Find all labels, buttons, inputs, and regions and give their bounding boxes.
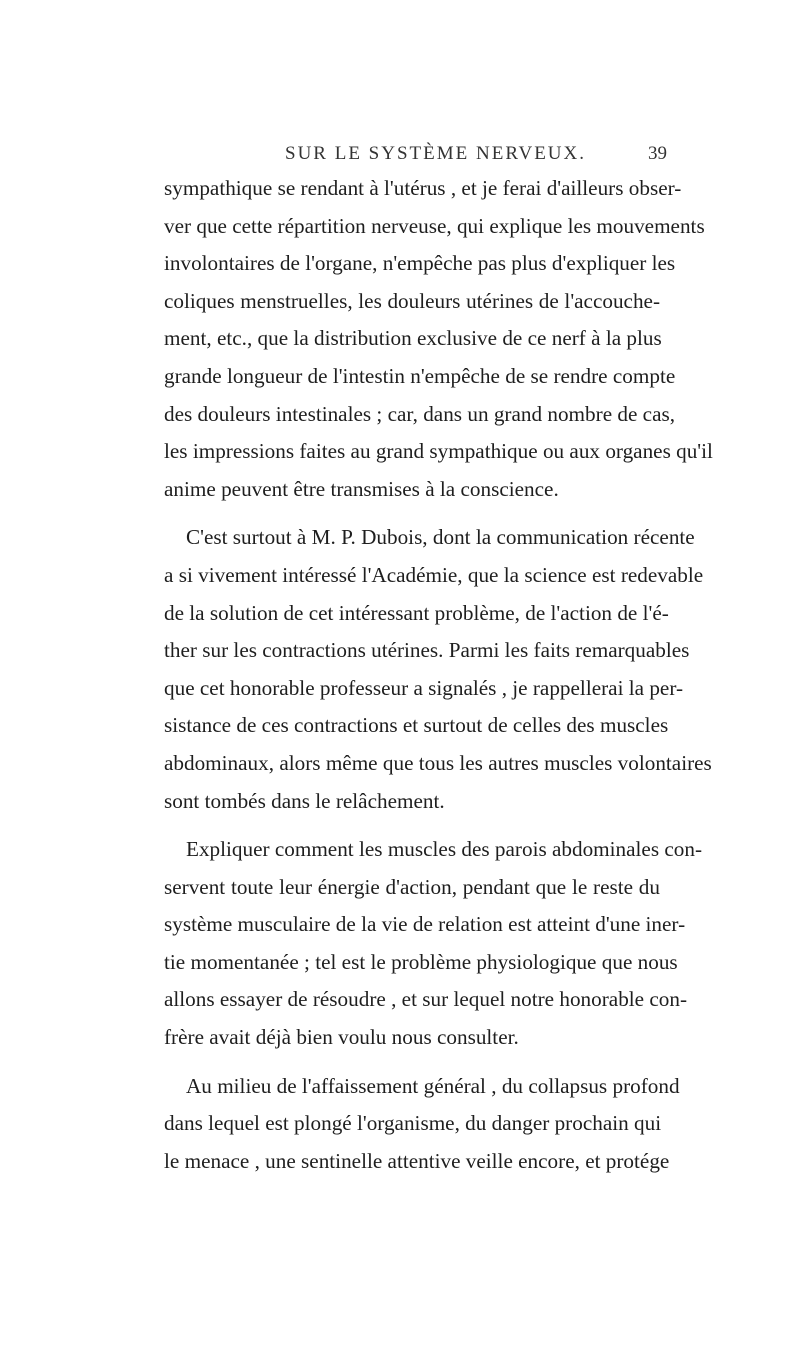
page-number: 39	[648, 143, 667, 164]
paragraph-1	[164, 170, 713, 508]
text-line: allons essayer de résoudre , et sur lequel notre honorable con-	[164, 987, 688, 1012]
paragraph-2	[164, 519, 712, 820]
text-line: involontaires de l'organe, n'empêche pas plus d'expliquer les	[164, 251, 676, 276]
text-line: sistance de ces contractions et surtout de celles des muscles	[164, 713, 669, 738]
text-line: ver que cette répartition nerveuse, qui explique les mouvements	[164, 213, 705, 238]
running-head	[0, 143, 800, 173]
paragraph-4	[164, 1068, 680, 1181]
text-line: Au milieu de l'affaissement général , du collapsus profond	[186, 1073, 680, 1098]
text-line: de la solution de cet intéressant problème, de l'action de l'é-	[164, 600, 669, 625]
text-line: que cet honorable professeur a signalés , je rappellerai la per-	[164, 675, 684, 700]
text-line: a si vivement intéressé l'Académie, que la science est redevable	[164, 562, 704, 587]
text-line: système musculaire de la vie de relation est atteint d'une iner-	[164, 912, 686, 937]
paragraph-gap	[164, 1057, 660, 1068]
text-line: sympathique se rendant à l'utérus , et je ferai d'ailleurs obser-	[164, 176, 682, 200]
text-line: C'est surtout à M. P. Dubois, dont la communication récente	[186, 525, 695, 550]
text-line: grande longueur de l'intestin n'empêche de se rendre compte	[164, 363, 676, 388]
paragraph-3	[164, 831, 703, 1057]
text-line: servent toute leur énergie d'action, pendant que le reste du	[164, 874, 660, 899]
text-line: Expliquer comment les muscles des parois abdominales con-	[186, 837, 703, 862]
text-line: ther sur les contractions utérines. Parmi les faits remarquables	[164, 638, 690, 663]
text-line: abdominaux, alors même que tous les autres muscles volontaires	[164, 750, 712, 775]
text-line: les impressions faites au grand sympathique ou aux organes qu'il	[164, 439, 713, 464]
text-line: des douleurs intestinales ; car, dans un grand nombre de cas,	[164, 401, 676, 426]
running-title: SUR LE SYSTÈME NERVEUX.	[285, 143, 586, 164]
text-line: dans lequel est plongé l'organisme, du danger prochain qui	[164, 1111, 662, 1136]
text-line: anime peuvent être transmises à la conscience.	[164, 476, 559, 501]
text-line: coliques menstruelles, les douleurs utérines de l'accouche-	[164, 288, 660, 313]
body-text	[164, 170, 713, 1180]
text-line: le menace , une sentinelle attentive veille encore, et protége	[164, 1148, 670, 1173]
text-line: sont tombés dans le relâchement.	[164, 788, 445, 813]
text-line: tie momentanée ; tel est le problème physiologique que nous	[164, 949, 678, 974]
paragraph-gap	[164, 508, 660, 519]
paragraph-gap	[164, 820, 660, 831]
text-line: frère avait déjà bien voulu nous consulter.	[164, 1025, 519, 1050]
text-line: ment, etc., que la distribution exclusive de ce nerf à la plus	[164, 326, 662, 351]
